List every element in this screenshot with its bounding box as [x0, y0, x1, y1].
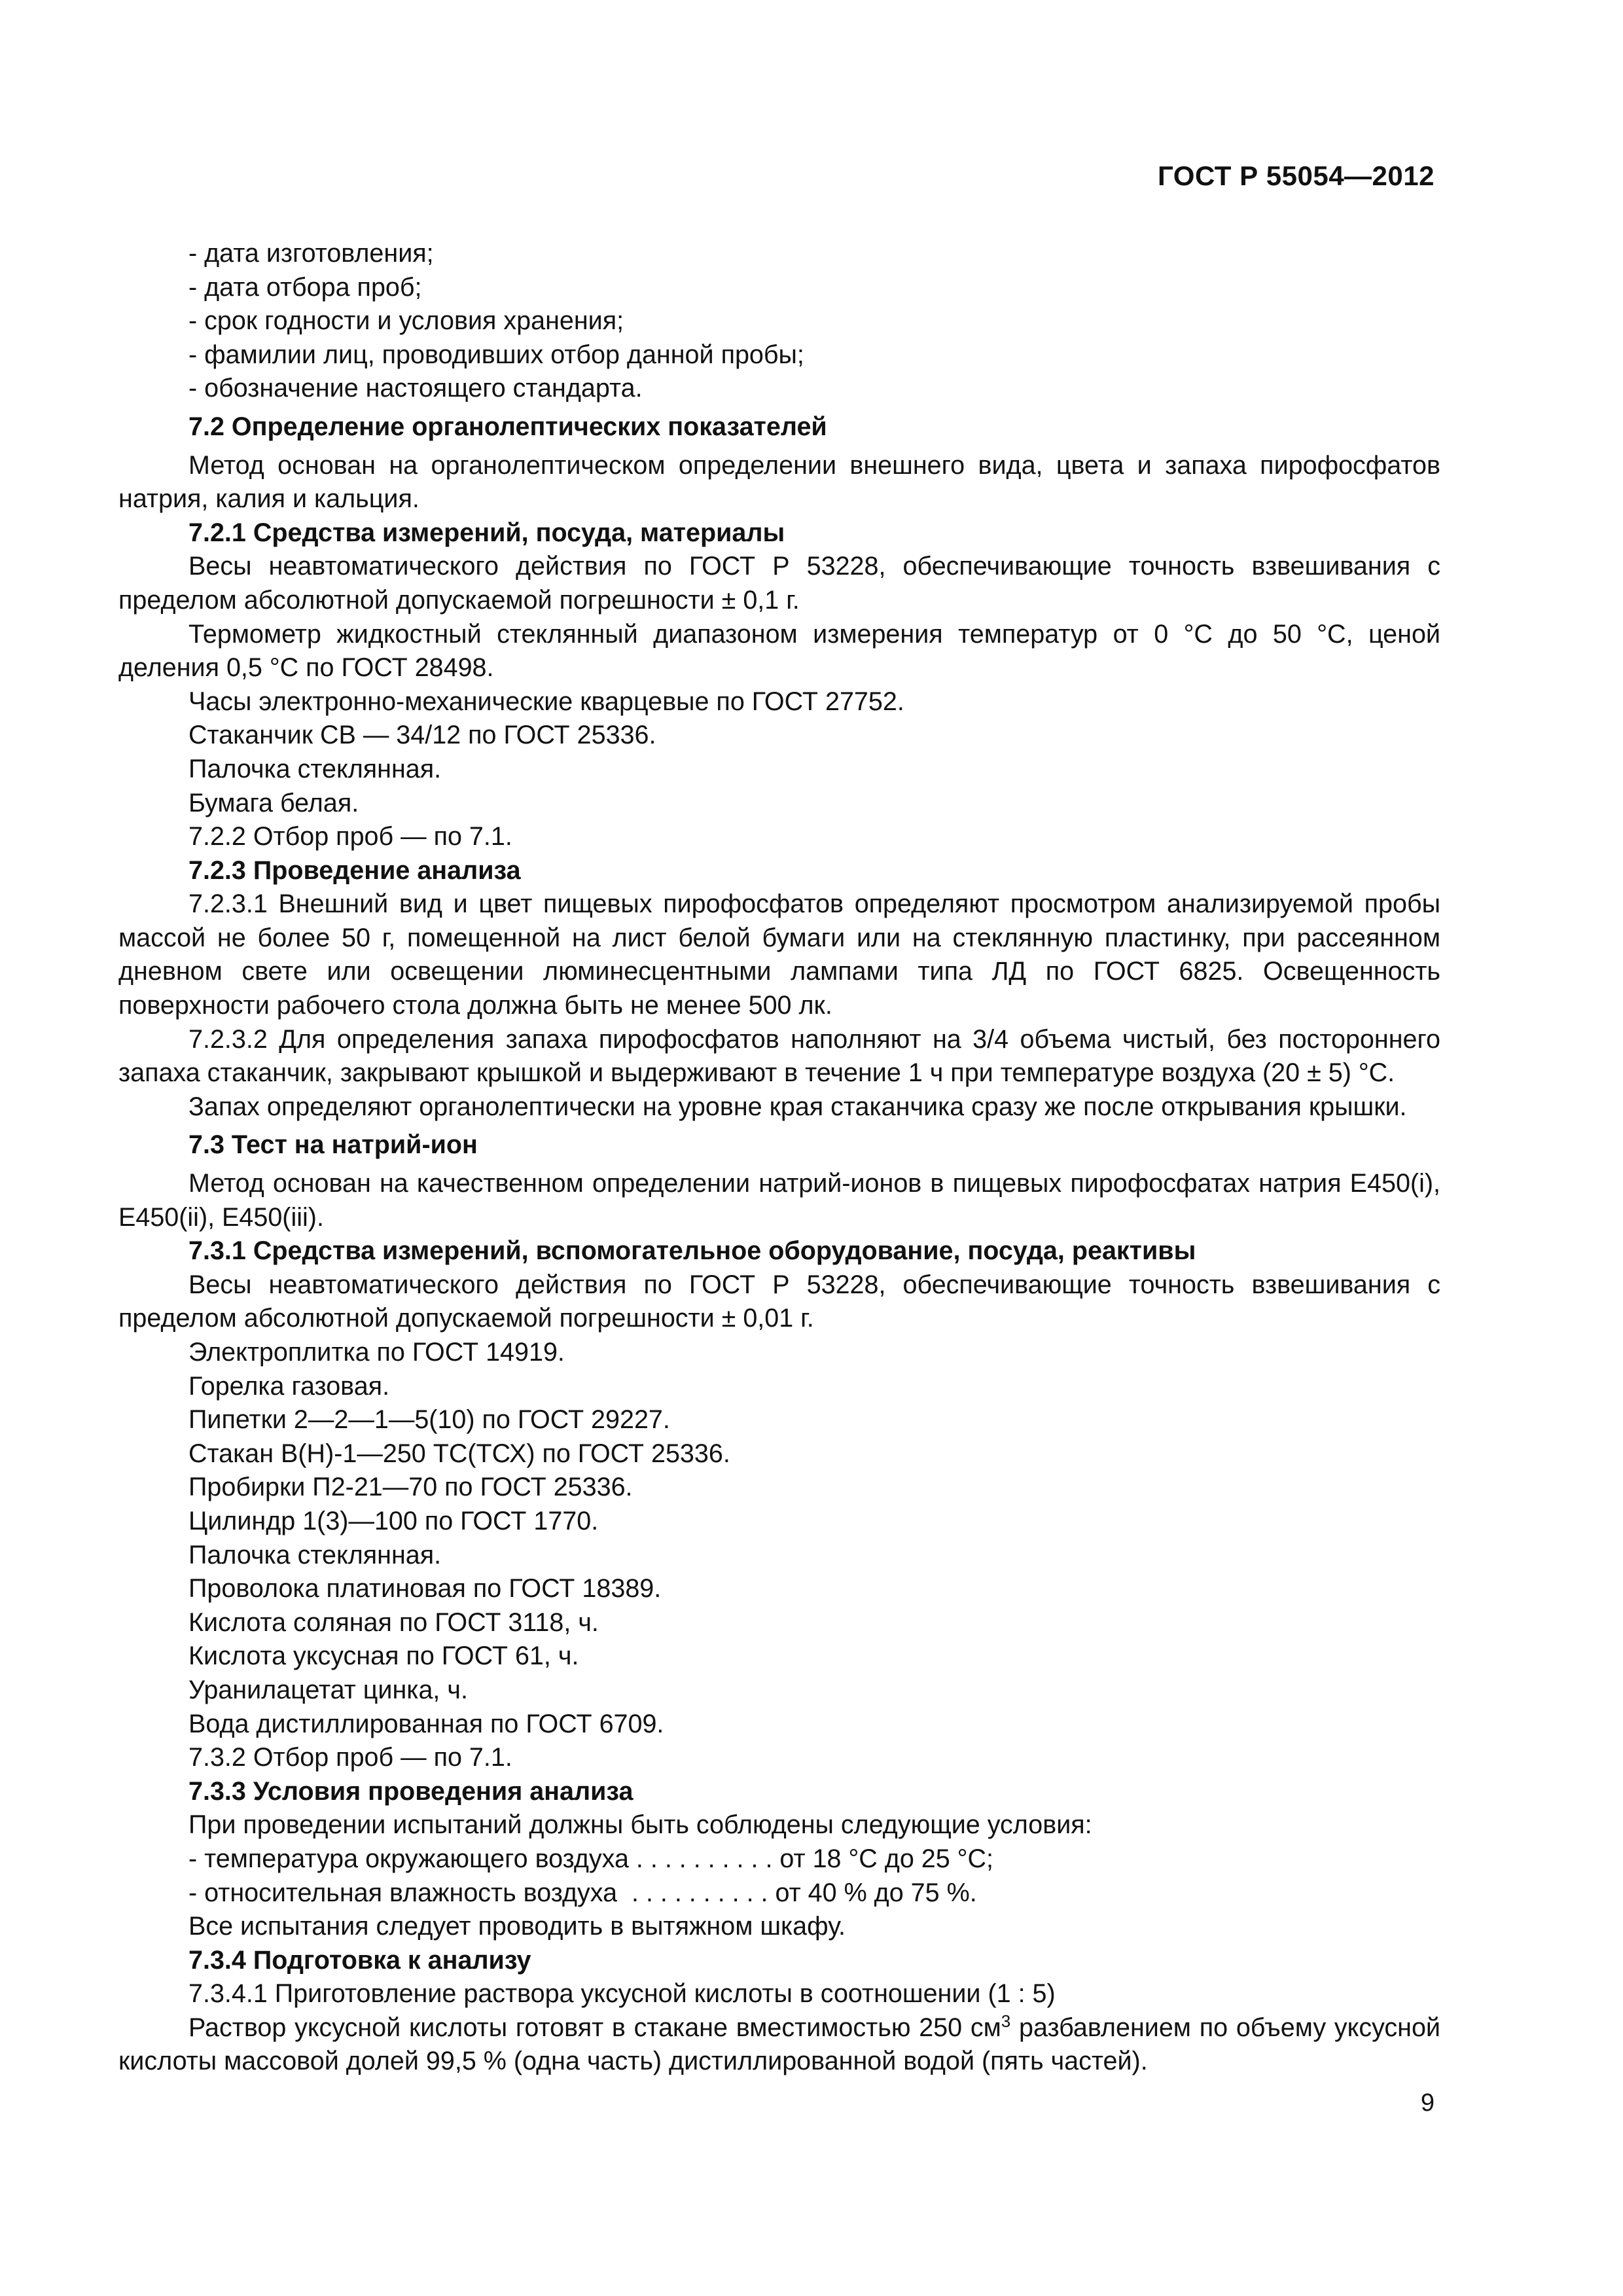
paragraph: Вода дистиллированная по ГОСТ 6709.	[188, 1709, 664, 1738]
paragraph: Уранилацетат цинка, ч.	[188, 1675, 468, 1704]
paragraph: Бумага белая.	[188, 788, 359, 817]
section-heading-7-3-3: 7.3.3 Условия проведения анализа	[188, 1776, 633, 1806]
paragraph: Запах определяют органолептически на уровне края стаканчика сразу же после открывания крышки.	[188, 1092, 1407, 1121]
paragraph: Пробирки П2-21—70 по ГОСТ 25336.	[188, 1473, 633, 1502]
document-header: ГОСТ Р 55054—2012	[1158, 160, 1435, 191]
list-item: - срок годности и условия хранения;	[188, 306, 624, 336]
page-number: 9	[1420, 2089, 1435, 2117]
paragraph: 7.2.2 Отбор проб — по 7.1.	[188, 822, 512, 852]
paragraph: 7.2.3.2 Для определения запаха пирофосфатов наполняют на 3/4 объема чистый, без постороннего запаха стаканчик, закрывают крышкой и выдерживают в течение 1 ч при температуре воздуха (20 ± 5) °С.	[118, 1024, 1440, 1088]
list-item: - фамилии лиц, проводивших отбор данной пробы;	[188, 340, 804, 369]
paragraph: Цилиндр 1(3)—100 по ГОСТ 1770.	[188, 1506, 599, 1535]
section-heading-7-2-1: 7.2.1 Средства измерений, посуда, материалы	[188, 518, 785, 547]
paragraph: Термометр жидкостный стеклянный диапазоном измерения температур от 0 °С до 50 °С, ценой деления 0,5 °С по ГОСТ 28498.	[118, 619, 1440, 683]
list-item: - обозначение настоящего стандарта.	[188, 374, 643, 403]
paragraph: Весы неавтоматического действия по ГОСТ Р 53228, обеспечивающие точность взвешивания с пределом абсолютной допускаемой погрешности ± 0,1 г.	[118, 552, 1440, 615]
section-heading-7-3-1: 7.3.1 Средства измерений, вспомогательное оборудование, посуда, реактивы	[188, 1236, 1196, 1266]
paragraph: Часы электронно-механические кварцевые по ГОСТ 27752.	[188, 687, 904, 716]
text-fragment: разбавлением по объему уксусной кислоты массовой долей 99,5 % (одна часть) дистиллированной водой (пять частей).	[118, 2013, 1440, 2076]
paragraph: Стакан В(Н)-1—250 ТС(ТСХ) по ГОСТ 25336.	[188, 1439, 730, 1468]
paragraph: Горелка газовая.	[188, 1371, 390, 1401]
paragraph: Пипетки 2—2—1—5(10) по ГОСТ 29227.	[188, 1405, 670, 1435]
list-item: - дата изготовления;	[188, 239, 434, 268]
section-heading-7-2: 7.2 Определение органолептических показателей	[188, 412, 827, 441]
paragraph: Проволока платиновая по ГОСТ 18389.	[188, 1574, 662, 1604]
paragraph: Палочка стеклянная.	[188, 1540, 442, 1570]
paragraph: Кислота уксусная по ГОСТ 61, ч.	[188, 1641, 579, 1671]
paragraph: 7.3.4.1 Приготовление раствора уксусной кислоты в соотношении (1 : 5)	[188, 1979, 1056, 2009]
condition-line: - температура окружающего воздуха . . . . . . . . . . от 18 °С до 25 °С;	[188, 1844, 993, 1873]
paragraph: Метод основан на качественном определении натрий-ионов в пищевых пирофосфатах натрия Е450(i), Е450(ii), Е450(iii).	[118, 1169, 1440, 1232]
document-body	[118, 237, 1440, 2079]
paragraph: Палочка стеклянная.	[188, 754, 442, 783]
text-fragment: Раствор уксусной кислоты готовят в стакане вместимостью 250 см	[188, 2013, 1001, 2042]
paragraph: Метод основан на органолептическом определении внешнего вида, цвета и запаха пирофосфатов натрия, калия и кальция.	[118, 450, 1440, 514]
section-heading-7-2-3: 7.2.3 Проведение анализа	[188, 855, 521, 885]
section-heading-7-3-4: 7.3.4 Подготовка к анализу	[188, 1945, 531, 1975]
condition-line: - относительная влажность воздуха . . . . . . . . . . от 40 % до 75 %.	[188, 1878, 977, 1907]
paragraph: Стаканчик СВ — 34/12 по ГОСТ 25336.	[188, 721, 656, 750]
list-item: - дата отбора проб;	[188, 272, 422, 302]
paragraph-with-superscript	[118, 2011, 1440, 2079]
paragraph: При проведении испытаний должны быть соблюдены следующие условия:	[188, 1810, 1092, 1840]
paragraph: Кислота соляная по ГОСТ 3118, ч.	[188, 1607, 599, 1637]
paragraph: Весы неавтоматического действия по ГОСТ Р 53228, обеспечивающие точность взвешивания с пределом абсолютной допускаемой погрешности ± 0,01 г.	[118, 1270, 1440, 1333]
superscript: 3	[1001, 2011, 1011, 2031]
paragraph: 7.2.3.1 Внешний вид и цвет пищевых пирофосфатов определяют просмотром анализируемой пробы массой не более 50 г, помещенной на лист белой бумаги или на стеклянную пластинку, при рассеянном дневном свете или освещении люминесцентными лампами типа ЛД по ГОСТ 6825. Освещенность поверхности рабочего стола должна быть не менее 500 лк.	[118, 889, 1440, 1020]
section-heading-7-3: 7.3 Тест на натрий-ион	[188, 1130, 478, 1160]
paragraph: Все испытания следует проводить в вытяжном шкафу.	[188, 1912, 846, 1941]
paragraph: Электроплитка по ГОСТ 14919.	[188, 1338, 565, 1367]
paragraph: 7.3.2 Отбор проб — по 7.1.	[188, 1743, 512, 1772]
